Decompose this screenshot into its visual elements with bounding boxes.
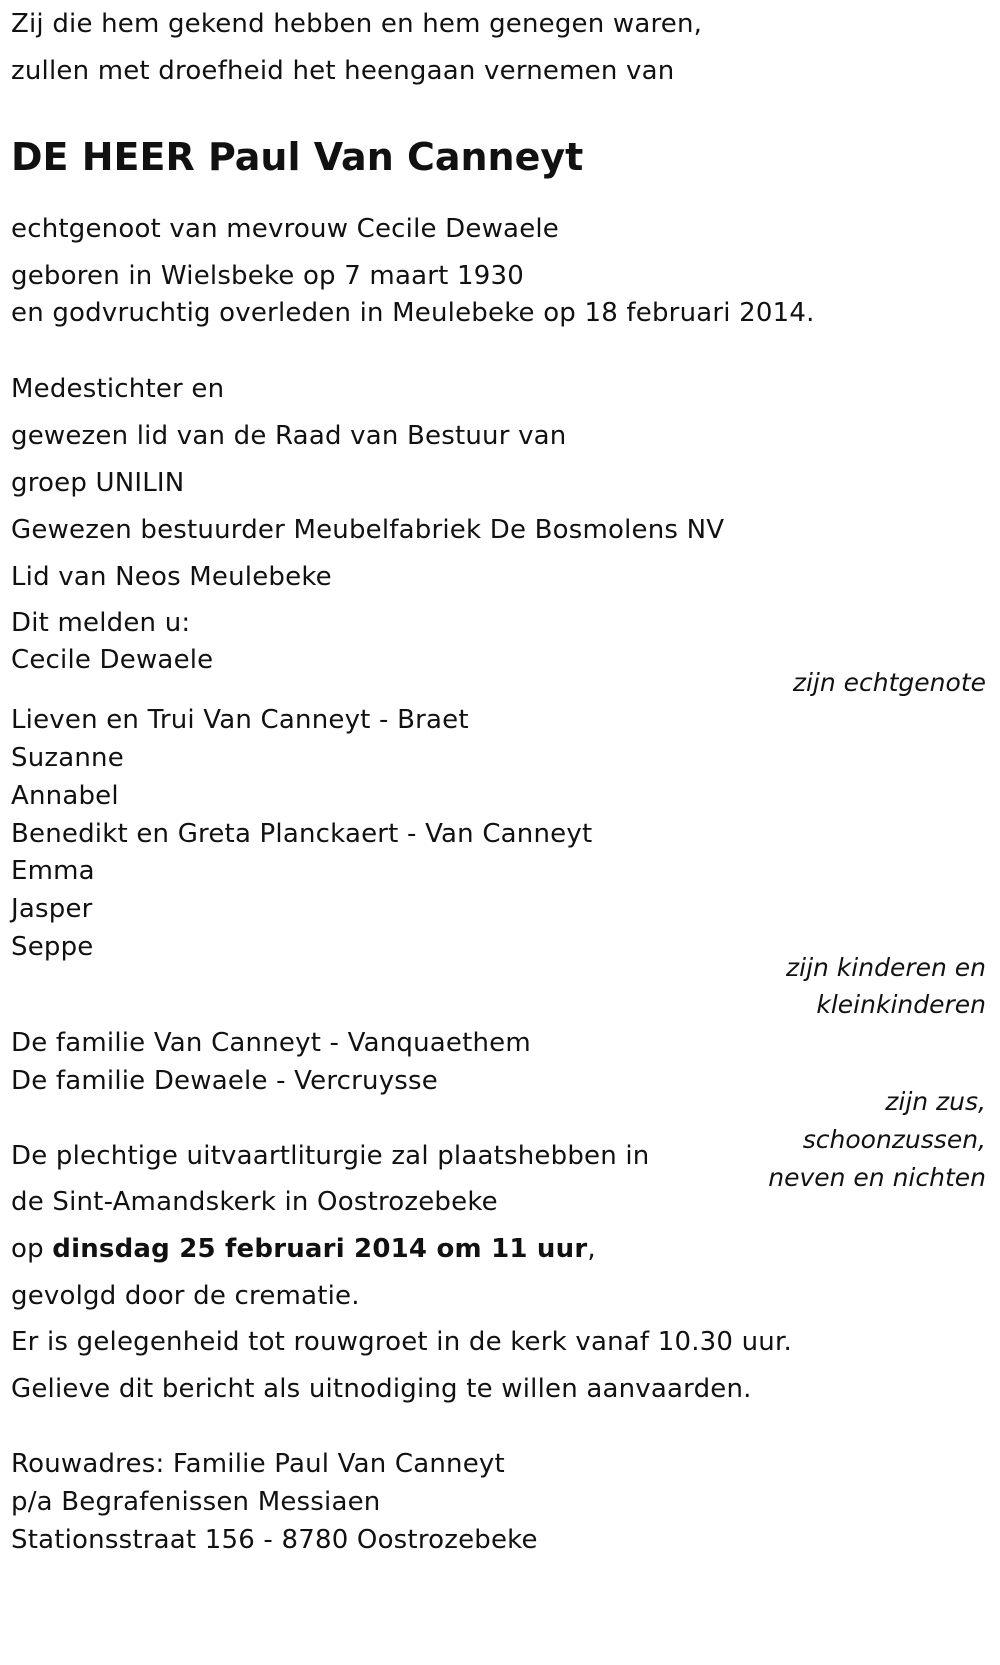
- child-entry: Annabel: [11, 781, 119, 811]
- child-entry: Lieven en Trui Van Canneyt - Braet: [11, 705, 469, 735]
- career-line: Gewezen bestuurder Meubelfabriek De Bosmolens NV: [11, 515, 725, 545]
- ceremony-date-prefix: op: [11, 1234, 53, 1264]
- child-entry: Benedikt en Greta Planckaert - Van Canneyt: [11, 819, 593, 849]
- intro-line-1: Zij die hem gekend hebben en hem genegen waren,: [11, 9, 703, 39]
- spouse-name: Cecile Dewaele: [11, 645, 214, 675]
- child-entry: Suzanne: [11, 743, 124, 773]
- family-entry: De familie Van Canneyt - Vanquaethem: [11, 1028, 531, 1058]
- ceremony-line-6: Gelieve dit bericht als uitnodiging te willen aanvaarden.: [11, 1374, 752, 1404]
- birth-line: geboren in Wielsbeke op 7 maart 1930: [11, 261, 524, 291]
- children-relation-1: zijn kinderen en: [786, 953, 986, 982]
- families-relation-3: neven en nichten: [768, 1163, 986, 1192]
- families-relation-1: zijn zus,: [885, 1087, 986, 1116]
- families-relation-2: schoonzussen,: [802, 1125, 986, 1154]
- ceremony-line-2: de Sint-Amandskerk in Oostrozebeke: [11, 1187, 498, 1217]
- career-line: Medestichter en: [11, 374, 225, 404]
- child-entry: Emma: [11, 856, 95, 886]
- ceremony-line-5: Er is gelegenheid tot rouwgroet in de kerk vanaf 10.30 uur.: [11, 1327, 792, 1357]
- child-entry: Seppe: [11, 932, 94, 962]
- address-line-1: Rouwadres: Familie Paul Van Canneyt: [11, 1449, 505, 1479]
- address-line-2: p/a Begrafenissen Messiaen: [11, 1487, 381, 1517]
- address-line-3: Stationsstraat 156 - 8780 Oostrozebeke: [11, 1525, 538, 1555]
- death-line: en godvruchtig overleden in Meulebeke op 18 februari 2014.: [11, 298, 815, 328]
- children-relation-2: kleinkinderen: [816, 990, 986, 1019]
- spouse-line: echtgenoot van mevrouw Cecile Dewaele: [11, 214, 560, 244]
- intro-line-2: zullen met droefheid het heengaan vernemen van: [11, 56, 675, 86]
- spouse-relation: zijn echtgenote: [792, 668, 986, 697]
- ceremony-line-1: De plechtige uitvaartliturgie zal plaatshebben in: [11, 1141, 650, 1171]
- ceremony-line-4: gevolgd door de crematie.: [11, 1281, 360, 1311]
- child-entry: Jasper: [11, 894, 93, 924]
- family-entry: De familie Dewaele - Vercruysse: [11, 1066, 438, 1096]
- career-line: groep UNILIN: [11, 468, 185, 498]
- deceased-name: DE HEER Paul Van Canneyt: [11, 135, 584, 179]
- ceremony-date: dinsdag 25 februari 2014 om 11 uur: [52, 1234, 588, 1264]
- career-line: gewezen lid van de Raad van Bestuur van: [11, 421, 567, 451]
- career-line: Lid van Neos Meulebeke: [11, 562, 332, 592]
- ceremony-date-suffix: ,: [587, 1234, 596, 1264]
- announcers-intro: Dit melden u:: [11, 608, 191, 638]
- ceremony-date-line: [11, 1234, 596, 1264]
